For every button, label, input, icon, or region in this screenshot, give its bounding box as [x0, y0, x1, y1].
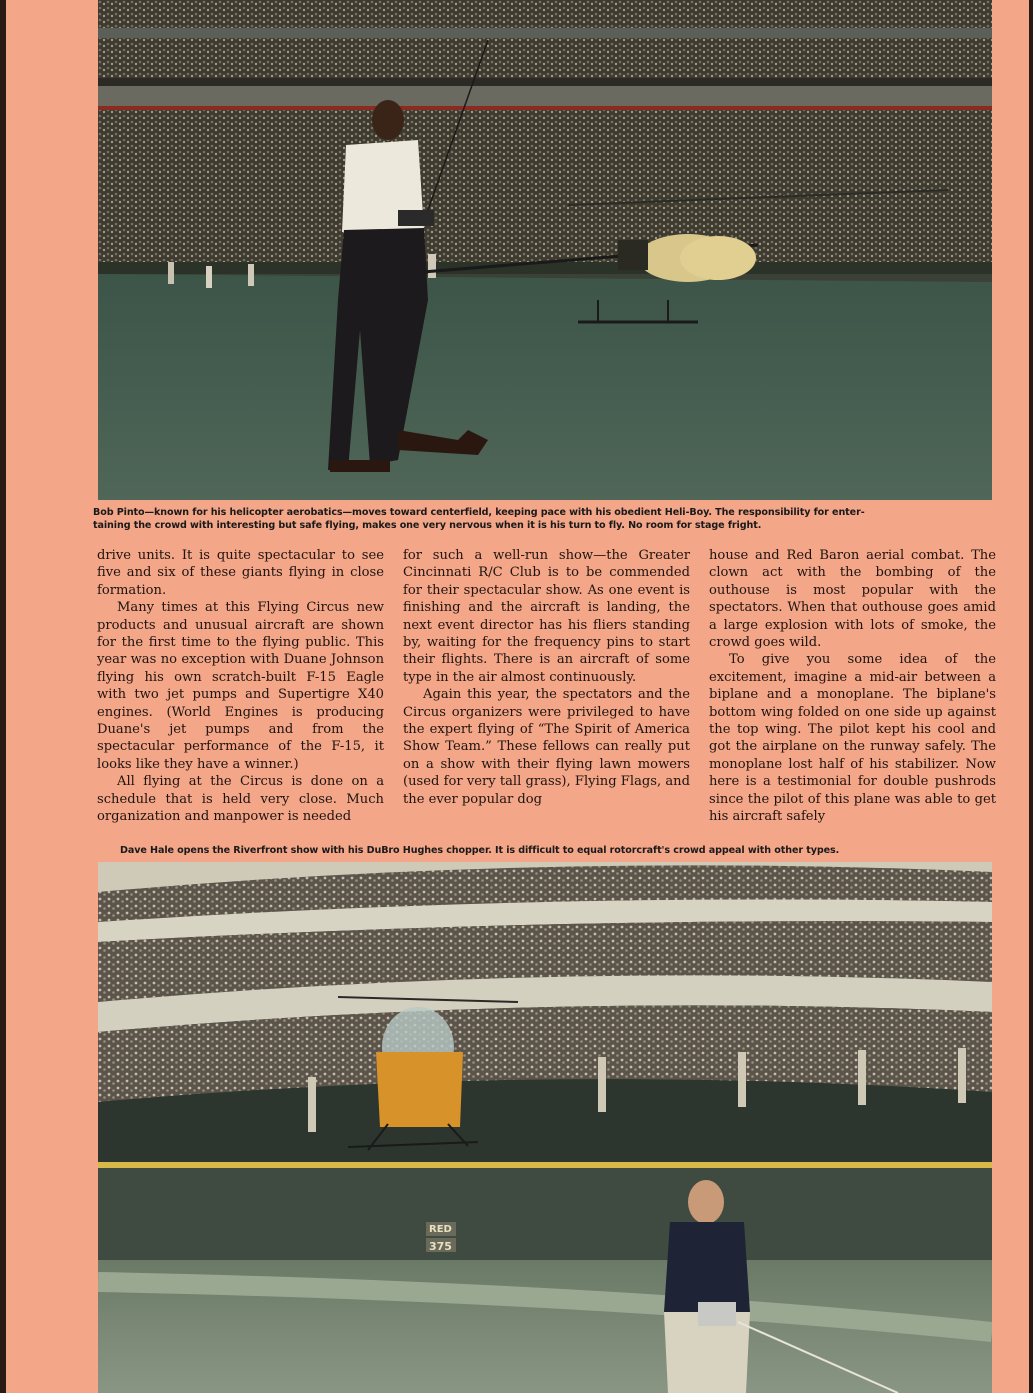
photo-top-illustration: [98, 0, 992, 500]
page-right-edge: [1029, 0, 1033, 1393]
photo-dave-hale-hughes-chopper: [98, 862, 992, 1393]
page-left-edge: [0, 0, 6, 1393]
col3-paragraph-1: house and Red Baron aerial combat. The clown act with the bombing of the outhouse is most popular with the spectators. When that outhouse goes amid a large explosion with lots of smoke, the crowd goes wild.: [709, 548, 996, 651]
article-column-3: [709, 547, 996, 826]
article-body: [97, 547, 997, 829]
caption-bottom: Dave Hale opens the Riverfront show with his DuBro Hughes chopper. It is difficult to equal rotorcraft's crowd appeal with other types.: [120, 845, 840, 856]
photo-bottom-illustration: [98, 862, 992, 1393]
caption-top-line2: taining the crowd with interesting but safe flying, makes one very nervous when it is his turn to fly. No room for stage fright.: [93, 520, 762, 531]
photo-bob-pinto-heli-boy: [98, 0, 992, 500]
col1-paragraph-1: drive units. It is quite spectacular to see five and six of these giants flying in close formation.: [97, 548, 384, 598]
col2-paragraph-1: for such a well-run show—the Greater Cincinnati R/C Club is to be commended for their spectacular show. As one event is finishing and the aircraft is landing, the next event director has his fliers standing by, waiting for the frequency pins to start their flights. There is an aircraft of some type in the air almost continuously.: [403, 548, 690, 685]
wall-sign-line2: 375: [429, 1240, 452, 1253]
caption-top-line1: Bob Pinto—known for his helicopter aerobatics—moves toward centerfield, keeping pace with his obedient Heli-Boy. The responsibility for enter-: [93, 507, 865, 518]
col1-paragraph-3: All flying at the Circus is done on a schedule that is held very close. Much organization and manpower is needed: [97, 774, 384, 825]
col3-paragraph-2: To give you some idea of the excitement, imagine a mid-air between a biplane and a monoplane. The biplane's bottom wing folded on one side up against the top wing. The pilot kept his cool and got the airplane on the runway safely. The monoplane lost half of his stabilizer. Now here is a testimonial for double pushrods since the pilot of this plane was able to get his aircraft safely: [709, 652, 996, 825]
col2-paragraph-2: Again this year, the spectators and the Circus organizers were privileged to have the expert flying of “The Spirit of America Show Team.” These fellows can really put on a show with their flying lawn mowers (used for very tall grass), Flying Flags, and the ever popular dog: [403, 687, 690, 807]
article-column-2: [403, 547, 690, 808]
col1-paragraph-2: Many times at this Flying Circus new products and unusual aircraft are shown for the first time to the flying public. This year was no exception with Duane Johnson flying his own scratch-built F-15 Eagle with two jet pumps and Supertigre X40 engines. (World Engines is producing Duane's jet pumps and from the spectacular performance of the F-15, it looks like they have a winner.): [97, 600, 384, 772]
article-column-1: [97, 547, 384, 826]
caption-top: [93, 506, 1033, 532]
wall-sign-line1: RED: [429, 1224, 452, 1235]
